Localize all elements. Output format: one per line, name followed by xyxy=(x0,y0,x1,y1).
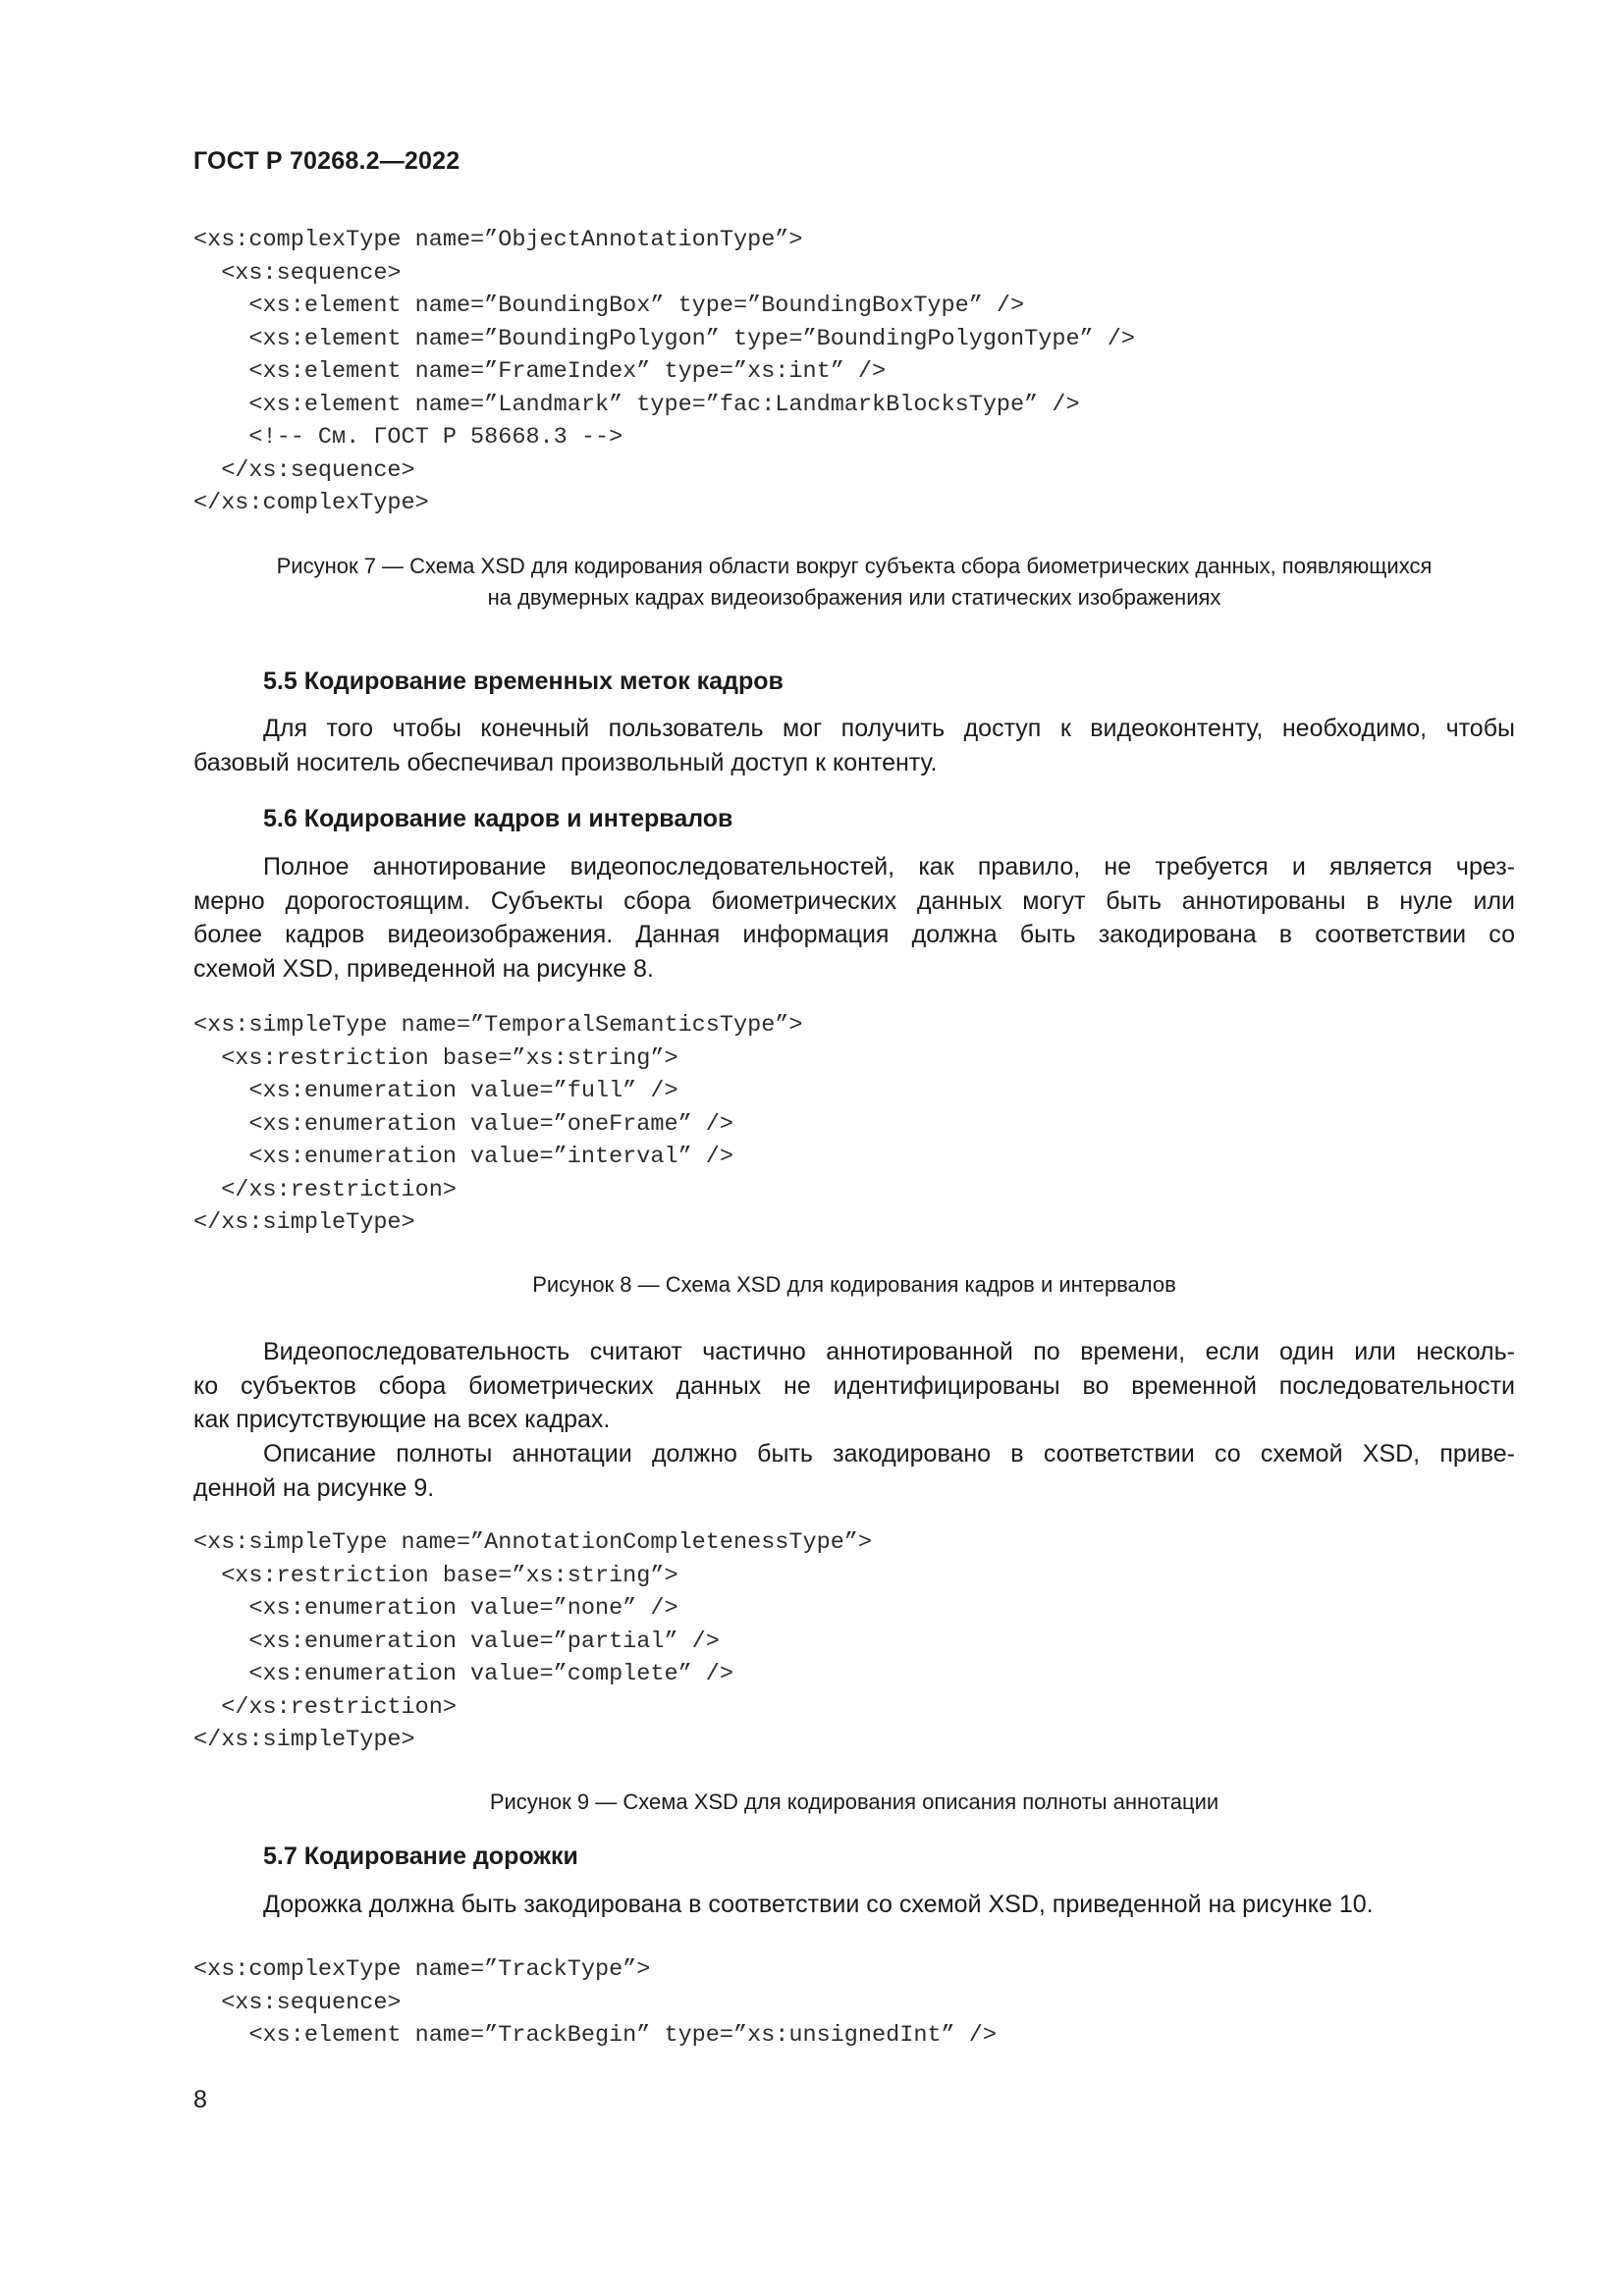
paragraph-line: Описание полноты аннотации должно быть закодировано в соответствии со схемой XSD, приве- xyxy=(263,1440,1515,1468)
section-5-7-heading: 5.7 Кодирование дорожки xyxy=(263,1842,578,1870)
paragraph-line: базовый носитель обеспечивал произвольный доступ к контенту. xyxy=(193,748,938,776)
code-line: </xs:restriction> xyxy=(193,1693,457,1721)
section-5-7-paragraph xyxy=(193,1888,1515,1922)
code-line: </xs:simpleType> xyxy=(193,1727,415,1753)
caption-line: на двумерных кадрах видеоизображения или статических изображениях xyxy=(487,585,1221,610)
paragraph-line: мерно дорогостоящим. Субъекты сбора биометрических данных могут быть аннотированы в нуле или xyxy=(193,886,1515,915)
code-line: <xs:sequence> xyxy=(193,1989,402,2016)
code-line: <xs:restriction base=”xs:string”> xyxy=(193,1044,678,1072)
code-line: <xs:element name=”BoundingPolygon” type=”BoundingPolygonType” /> xyxy=(193,325,1135,352)
code-line: </xs:simpleType> xyxy=(193,1209,415,1236)
code-line: <xs:enumeration value=”none” /> xyxy=(193,1595,678,1622)
code-line: <xs:simpleType name=”AnnotationCompletenessType”> xyxy=(193,1529,873,1556)
page-number: 8 xyxy=(193,2086,207,2113)
code-line: <xs:element name=”TrackBegin” type=”xs:unsignedInt” /> xyxy=(193,2022,997,2049)
document-header: ГОСТ Р 70268.2—2022 xyxy=(193,147,460,175)
completeness-paragraph xyxy=(193,1437,1515,1505)
code-block-object-annotation-type xyxy=(193,224,1135,520)
paragraph-line: Для того чтобы конечный пользователь мог получить доступ к видеоконтенту, необходимо, чтобы xyxy=(263,715,1515,742)
code-line: </xs:complexType> xyxy=(193,490,429,516)
partial-annotation-paragraph xyxy=(193,1335,1515,1437)
code-line: <xs:enumeration value=”complete” /> xyxy=(193,1661,733,1687)
code-line: <xs:element name=”FrameIndex” type=”xs:int” /> xyxy=(193,358,887,385)
section-5-5-paragraph xyxy=(193,712,1515,779)
code-line: <!-- См. ГОСТ Р 58668.3 --> xyxy=(193,424,623,451)
section-5-5-heading: 5.5 Кодирование временных меток кадров xyxy=(263,667,784,695)
code-line: <xs:enumeration value=”partial” /> xyxy=(193,1628,720,1655)
code-line: <xs:element name=”Landmark” type=”fac:LandmarkBlocksType” /> xyxy=(193,391,1080,418)
paragraph-line: более кадров видеоизображения. Данная информация должна быть закодирована в соответствии со xyxy=(193,921,1515,948)
paragraph-line: как присутствующие на всех кадрах. xyxy=(193,1406,611,1433)
figure-7-caption xyxy=(193,551,1515,614)
caption-line: Рисунок 7 — Схема XSD для кодирования области вокруг субъекта сбора биометрических данных, появляющихся xyxy=(276,554,1433,578)
figure-8-caption xyxy=(193,1269,1515,1301)
figure-9-caption xyxy=(193,1787,1515,1818)
code-line: </xs:sequence> xyxy=(193,456,415,484)
code-line: <xs:complexType name=”ObjectAnnotationType”> xyxy=(193,227,803,253)
code-line: <xs:enumeration value=”full” /> xyxy=(193,1078,678,1104)
paragraph-line: Видеопоследовательность считают частично аннотированной по времени, если один или несколь- xyxy=(263,1338,1515,1365)
code-line: <xs:complexType name=”TrackType”> xyxy=(193,1956,651,1983)
caption-line: Рисунок 9 — Схема XSD для кодирования описания полноты аннотации xyxy=(489,1789,1219,1814)
code-line: <xs:element name=”BoundingBox” type=”BoundingBoxType” /> xyxy=(193,293,1025,319)
paragraph-line: Дорожка должна быть закодирована в соответствии со схемой XSD, приведенной на рисунке 10. xyxy=(263,1891,1374,1918)
code-line: <xs:sequence> xyxy=(193,259,402,287)
paragraph-line: схемой XSD, приведенной на рисунке 8. xyxy=(193,954,654,983)
code-block-temporal-semantics-type xyxy=(193,1009,803,1240)
code-line: <xs:restriction base=”xs:string”> xyxy=(193,1562,678,1589)
code-line: <xs:enumeration value=”interval” /> xyxy=(193,1144,733,1170)
code-line: <xs:simpleType name=”TemporalSemanticsType”> xyxy=(193,1012,803,1039)
caption-line: Рисунок 8 — Схема XSD для кодирования кадров и интервалов xyxy=(532,1272,1176,1297)
section-5-6-heading: 5.6 Кодирование кадров и интервалов xyxy=(263,805,733,832)
paragraph-line: Полное аннотирование видеопоследовательностей, как правило, не требуется и является чрез- xyxy=(263,853,1515,881)
code-line: </xs:restriction> xyxy=(193,1176,457,1203)
code-line: <xs:enumeration value=”oneFrame” /> xyxy=(193,1110,733,1138)
paragraph-line: денной на рисунке 9. xyxy=(193,1473,435,1502)
code-block-track-type xyxy=(193,1953,997,2053)
code-block-annotation-completeness-type xyxy=(193,1526,872,1757)
section-5-6-paragraph xyxy=(193,850,1515,986)
paragraph-line: ко субъектов сбора биометрических данных не идентифицированы во временной последовательности xyxy=(193,1371,1515,1400)
